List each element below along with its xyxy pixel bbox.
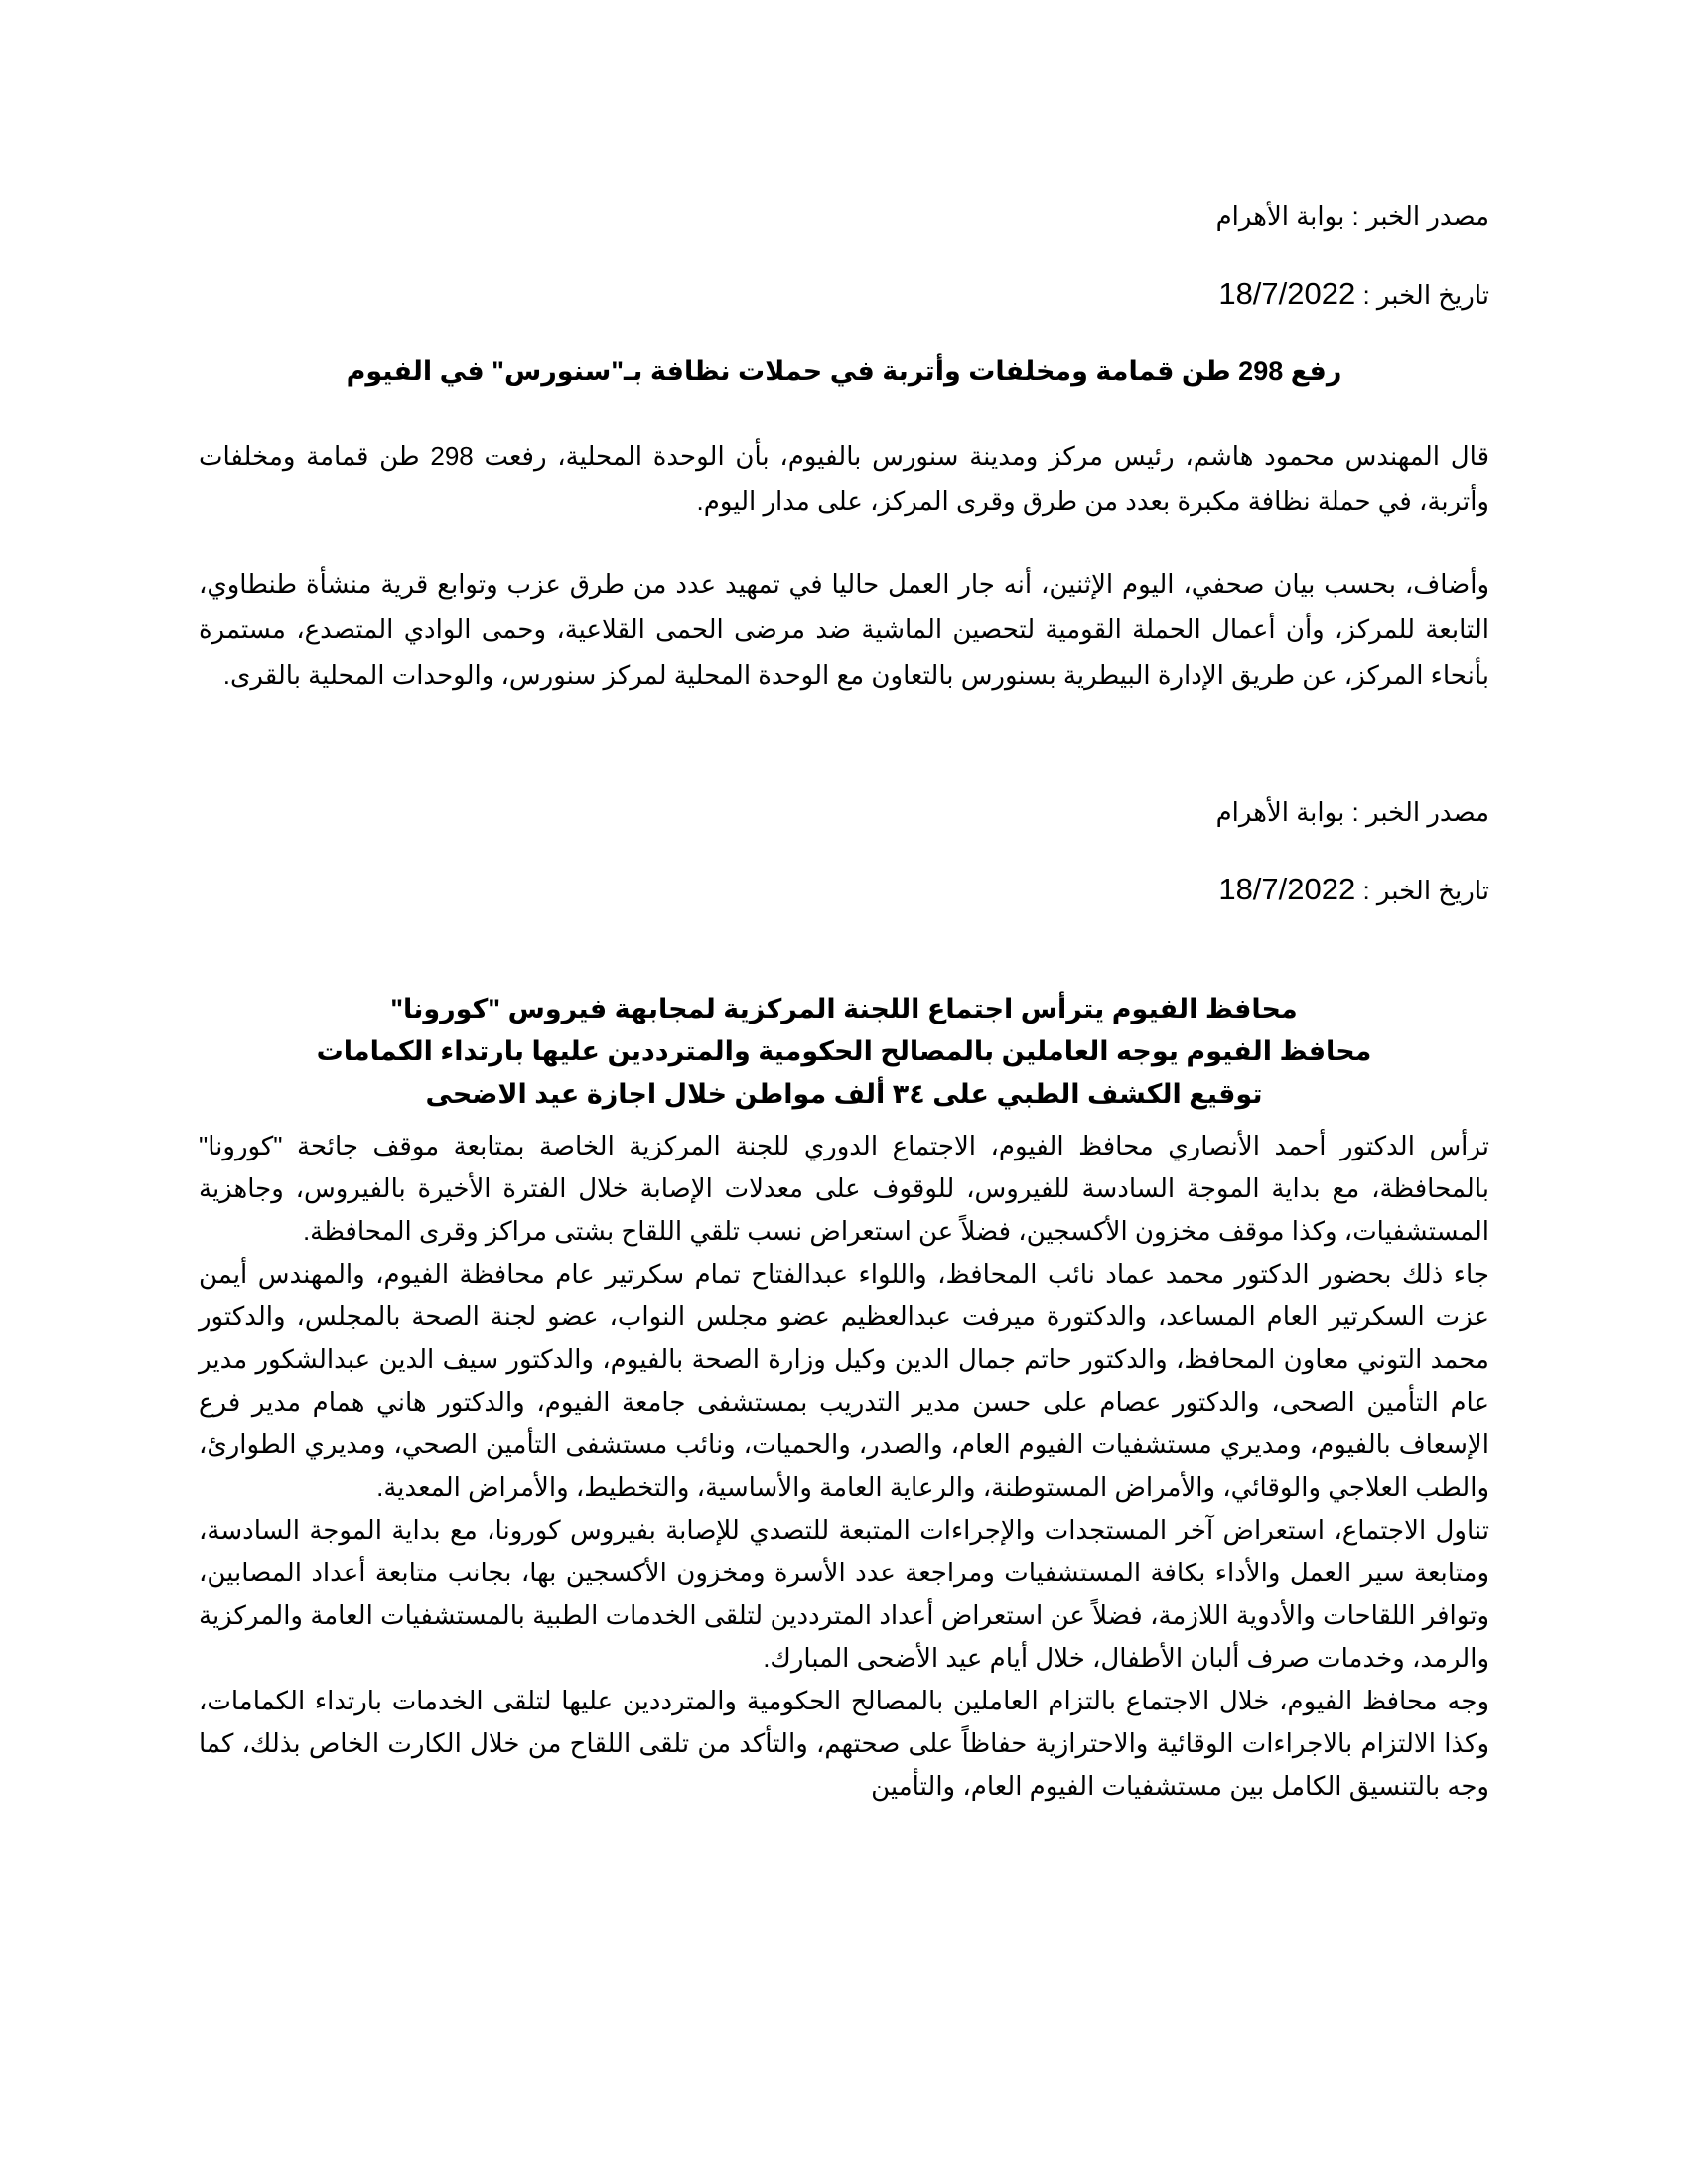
news-headline: محافظ الفيوم يوجه العاملين بالمصالح الحكومية والمترددين عليها بارتداء الكمامات xyxy=(316,1036,1372,1066)
news-title: رفع 298 طن قمامة ومخلفات وأتربة في حملات نظافة بـ"سنورس" في الفيوم xyxy=(346,356,1342,386)
news-date-line xyxy=(199,872,1489,908)
news-paragraph: قال المهندس محمود هاشم، رئيس مركز ومدينة سنورس بالفيوم، بأن الوحدة المحلية، رفعت 298 طن قمامة ومخلفات وأتربة، في حملة نظافة مكبرة بعدد من طرق وقرى المركز، على مدار اليوم. xyxy=(199,441,1490,516)
news-source-line: مصدر الخبر : بوابة الأهرام xyxy=(1215,797,1489,827)
news-date-line xyxy=(199,276,1489,313)
news-date-value: 18/7/2022 xyxy=(1218,872,1356,906)
news-source-line: مصدر الخبر : بوابة الأهرام xyxy=(1215,202,1489,231)
news-paragraph: وأضاف، بحسب بيان صحفي، اليوم الإثنين، أنه جار العمل حاليا في تمهيد عدد من طرق عزب وتوابع قرية منشأة طنطاوي، التابعة للمركز، وأن أعمال الحملة القومية لتحصين الماشية ضد مرضى الحمى القلاعية، وحمى الوادي المتصدع، مستمرة بأنحاء المركز، عن طريق الإدارة البيطرية بسنورس بالتعاون مع الوحدة المحلية لمركز سنورس، والوحدات المحلية بالقرى. xyxy=(199,569,1489,690)
news-paragraph: وجه محافظ الفيوم، خلال الاجتماع بالتزام العاملين بالمصالح الحكومية والمترددين عليها لتلقى الخدمات بارتداء الكمامات، وكذا الالتزام بالاجراءات الوقائية والاحترازية حفاظاً على صحتهم، والتأكد من تلقى اللقاح من خلال الكارت الخاص بذلك، كما وجه بالتنسيق الكامل بين مستشفيات الفيوم العام، والتأمين xyxy=(199,1686,1489,1801)
news-paragraph: جاء ذلك بحضور الدكتور محمد عماد نائب المحافظ، واللواء عبدالفتاح تمام سكرتير عام محافظة الفيوم، والمهندس أيمن عزت السكرتير العام المساعد، والدكتورة ميرفت عبدالعظيم عضو مجلس النواب، عضو لجنة الصحة بالمجلس، والدكتور محمد التوني معاون المحافظ، والدكتور حاتم جمال الدين وكيل وزارة الصحة بالفيوم، والدكتور سيف الدين عبدالشكور مدير عام التأمين الصحى، والدكتور عصام على حسن مدير التدريب بمستشفى جامعة الفيوم، والدكتور هاني همام مدير فرع الإسعاف بالفيوم، ومديري مستشفيات الفيوم العام، والصدر، والحميات، ونائب مستشفى التأمين الصحي، ومديري الطوارئ، والطب العلاجي والوقائي، والأمراض المستوطنة، والرعاية العامة والأساسية، والتخطيط، والأمراض المعدية. xyxy=(199,1259,1489,1502)
news-headlines xyxy=(199,988,1489,1116)
news-headline: محافظ الفيوم يترأس اجتماع اللجنة المركزية لمجابهة فيروس "كورونا" xyxy=(390,994,1298,1024)
news-headline: توقيع الكشف الطبي على ٣٤ ألف مواطن خلال اجازة عيد الاضحى xyxy=(425,1079,1263,1109)
news-date-label: تاريخ الخبر : xyxy=(1355,280,1489,310)
news-paragraph: تناول الاجتماع، استعراض آخر المستجدات والإجراءات المتبعة للتصدي للإصابة بفيروس كورونا، مع بداية الموجة السادسة، ومتابعة سير العمل والأداء بكافة المستشفيات ومراجعة عدد الأسرة ومخزون الأكسجين بها، بجانب متابعة أعداد المصابين، وتوافر اللقاحات والأدوية اللازمة، فضلاً عن استعراض أعداد المترددين لتلقى الخدمات الطبية بالمستشفيات العامة والمركزية والرمد، وخدمات صرف ألبان الأطفال، خلال أيام عيد الأضحى المبارك. xyxy=(199,1515,1490,1673)
news-paragraph: ترأس الدكتور أحمد الأنصاري محافظ الفيوم، الاجتماع الدوري للجنة المركزية الخاصة بمتابعة موقف جائحة "كورونا" بالمحافظة، مع بداية الموجة السادسة للفيروس، للوقوف على معدلات الإصابة خلال الفترة الأخيرة بالفيروس، وجاهزية المستشفيات، وكذا موقف مخزون الأكسجين، فضلاً عن استعراض نسب تلقي اللقاح بشتى مراكز وقرى المحافظة. xyxy=(199,1131,1489,1246)
news-date-label: تاريخ الخبر : xyxy=(1355,876,1489,905)
news-date-value: 18/7/2022 xyxy=(1218,276,1356,311)
news-body xyxy=(199,1125,1489,1808)
